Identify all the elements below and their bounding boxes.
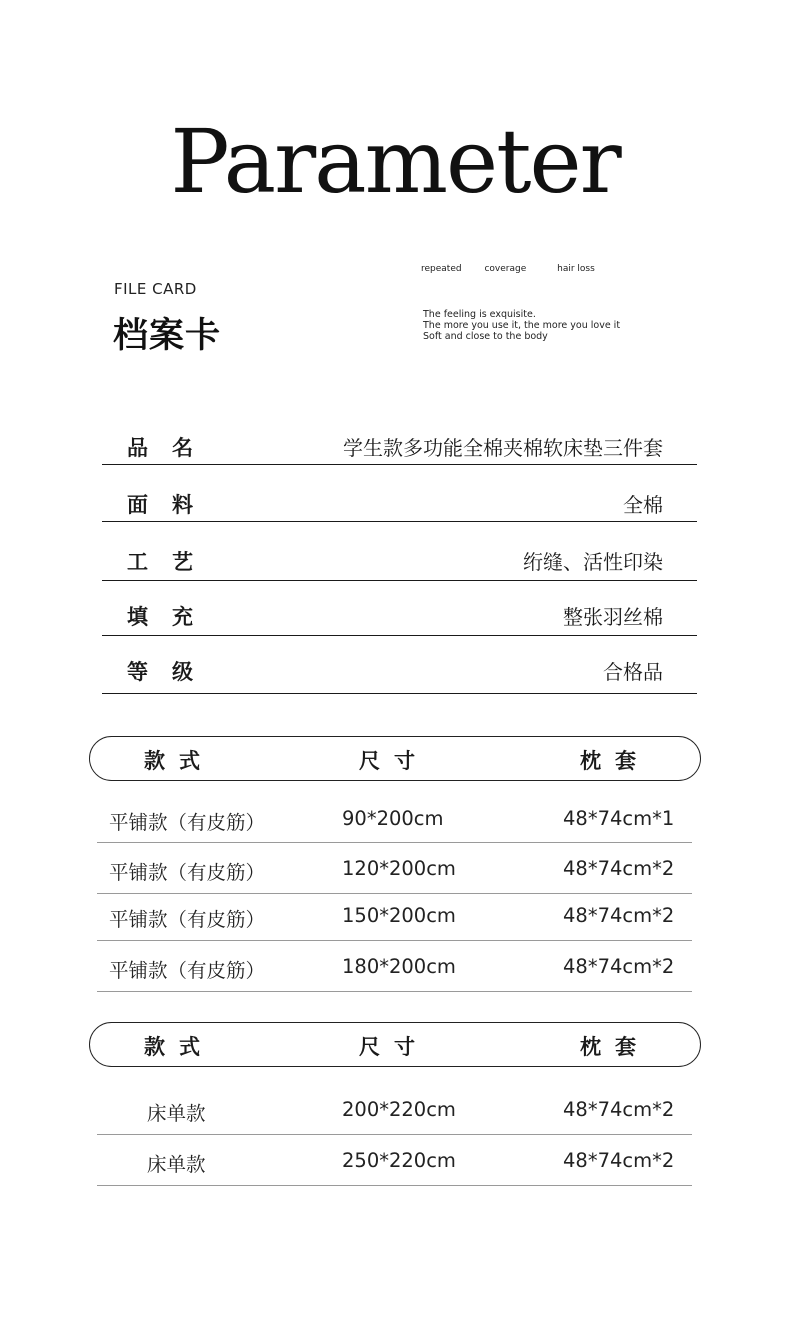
cell-style: 平铺款（有皮筋） (109, 908, 266, 931)
cell-style: 平铺款（有皮筋） (109, 861, 266, 884)
feature-tags (421, 264, 615, 274)
param-value: 整张羽丝棉 (563, 605, 663, 629)
cell-size: 250*220cm (342, 1149, 456, 1172)
header-pillow: 枕套 (580, 749, 650, 773)
param-value: 全棉 (623, 493, 663, 517)
table-row (97, 1090, 692, 1135)
cell-size: 150*200cm (342, 904, 456, 927)
header-style: 款式 (144, 749, 214, 773)
file-card-label-cn: 档案卡 (113, 316, 222, 356)
param-key: 面料 (127, 493, 217, 517)
table-row (97, 1135, 692, 1186)
param-key: 填充 (127, 605, 217, 629)
header-style: 款式 (144, 1035, 214, 1059)
cell-pillow: 48*74cm*2 (563, 904, 675, 927)
table-header (89, 1022, 701, 1067)
param-key: 品名 (127, 436, 217, 460)
cell-style: 床单款 (147, 1102, 206, 1125)
tagline-line: The more you use it, the more you love it (423, 320, 621, 331)
table-header (89, 736, 701, 781)
table-row (97, 894, 692, 941)
cell-pillow: 48*74cm*2 (563, 955, 675, 978)
param-row (102, 485, 697, 522)
param-value: 学生款多功能全棉夹棉软床垫三件套 (343, 436, 663, 460)
tagline-line: Soft and close to the body (423, 331, 548, 342)
cell-style: 平铺款（有皮筋） (109, 959, 266, 982)
param-value: 合格品 (603, 660, 663, 684)
tag-label: repeated (421, 264, 462, 274)
table-row (97, 843, 692, 894)
cell-size: 90*200cm (342, 807, 444, 830)
page-title: Parameter (170, 110, 620, 213)
param-row (102, 543, 697, 581)
cell-pillow: 48*74cm*2 (563, 1149, 675, 1172)
cell-style: 平铺款（有皮筋） (109, 811, 266, 834)
cell-size: 180*200cm (342, 955, 456, 978)
cell-size: 120*200cm (342, 857, 456, 880)
param-value: 绗缝、活性印染 (523, 550, 663, 574)
cell-pillow: 48*74cm*2 (563, 1098, 675, 1121)
cell-size: 200*220cm (342, 1098, 456, 1121)
file-card-label-en: FILE CARD (114, 280, 197, 298)
header-size: 尺寸 (359, 1035, 429, 1059)
param-row (102, 428, 697, 465)
cell-style: 床单款 (147, 1153, 206, 1176)
param-row (102, 598, 697, 636)
param-key: 工艺 (127, 550, 217, 574)
param-row (102, 653, 697, 694)
cell-pillow: 48*74cm*2 (563, 857, 675, 880)
cell-pillow: 48*74cm*1 (563, 807, 675, 830)
table-row (97, 941, 692, 992)
param-key: 等级 (127, 660, 217, 684)
table-row (97, 800, 692, 843)
tag-label: coverage (484, 264, 527, 274)
header-pillow: 枕套 (580, 1035, 650, 1059)
tagline (423, 309, 620, 342)
tagline-line: The feeling is exquisite. (423, 309, 536, 320)
header-size: 尺寸 (359, 749, 429, 773)
tag-label: hair loss (557, 264, 595, 274)
